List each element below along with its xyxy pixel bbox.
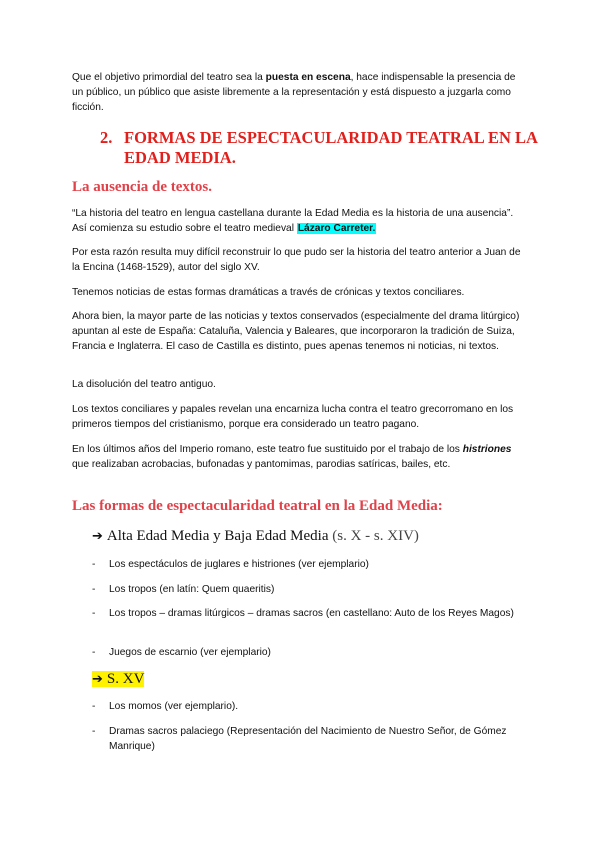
list-item [92,606,528,621]
p7-text-after: que realizaban acrobacias, bufonadas y pantomimas, parodias satíricas, bailes, etc. [72,459,451,470]
list-dash: - [92,701,96,712]
group1-label: Alta Edad Media y Baja Edad Media [106,528,333,544]
arrow-icon: ➔ [92,672,103,687]
paragraph-2: Por esta razón resulta muy difícil reconstruir lo que pudo ser la historia del teatro anterior a Juan de la Encina (1468-1529), autor del siglo XV. [72,247,521,273]
section-number: 2. [100,128,113,147]
list-item-text: Los tropos (en latín: Quem quaeritis) [109,584,275,595]
p1-text: “La historia del teatro en lengua castellana durante la Edad Media es la historia de una ausencia”. Así comienza su estudio sobre el teatro medieval [72,208,514,234]
intro-bold: puesta en escena [265,72,351,83]
intro-paragraph [72,70,528,115]
subheading-formas: Las formas de espectacularidad teatral en la Edad Media: [72,498,443,514]
list-item-text: Los espectáculos de juglares e histriones (ver ejemplario) [109,559,369,570]
list-item-text: Los tropos – dramas litúrgicos – dramas sacros (en castellano: Auto de los Reyes Magos) [109,608,514,619]
list-item [92,645,528,660]
list-dash: - [92,559,96,570]
intro-text: Que el objetivo primordial del teatro sea la [72,72,266,83]
list-dash: - [92,608,96,619]
group-alta-baja-edad-media [92,527,419,546]
paragraph-3: Tenemos noticias de estas formas dramáticas a través de crónicas y textos conciliares. [72,287,465,298]
paragraph-1 [72,206,528,236]
list-item [92,557,528,572]
histriones-term: histriones [462,444,512,455]
list-dash: - [92,584,96,595]
paragraph-4: Ahora bien, la mayor parte de las noticias y textos conservados (especialmente del drama litúrgico) apuntan al este de España: Cataluña, Valencia y Baleares, que incorporaron la tradición de Suiza, Francia e Inglaterra. El caso de Castilla es distinto, pues apenas tenemos ni noticias, ni textos. [72,311,520,352]
list-item-text: Dramas sacros palaciego (Representación del Nacimiento de Nuestro Señor, de Gómez Manrique) [109,726,507,752]
group-s-xv [92,670,144,689]
group1-range: (s. X - s. XIV) [332,528,419,544]
group2-highlight [92,671,144,687]
paragraph-6: Los textos conciliares y papales revelan una encarniza lucha contra el teatro grecorromano en los primeros tiempos del cristianismo, porque era considerado un teatro pagano. [72,404,514,430]
list-item [92,724,528,754]
section-heading [100,128,544,168]
section-title: FORMAS DE ESPECTACULARIDAD TEATRAL EN LA EDAD MEDIA. [124,128,538,167]
list-item-text: Los momos (ver ejemplario). [109,701,239,712]
intro-text-after: , hace indispensable la presencia de un público, un público que asiste libremente a la representación y está dispuesto a juzgarla como ficción. [72,72,516,113]
group2-label: S. XV [106,671,145,687]
arrow-icon: ➔ [92,529,103,544]
highlight-lazaro-carreter: Lázaro Carreter. [297,223,376,234]
list-item [92,699,528,714]
list-dash: - [92,726,96,737]
list-item-text: Juegos de escarnio (ver ejemplario) [109,647,271,658]
paragraph-5: La disolución del teatro antiguo. [72,379,216,390]
p7-text: En los últimos años del Imperio romano, este teatro fue sustituido por el trabajo de los [72,444,463,455]
paragraph-7 [72,442,528,472]
list-item [92,582,528,597]
list-dash: - [92,647,96,658]
subheading-ausencia: La ausencia de textos. [72,179,212,195]
